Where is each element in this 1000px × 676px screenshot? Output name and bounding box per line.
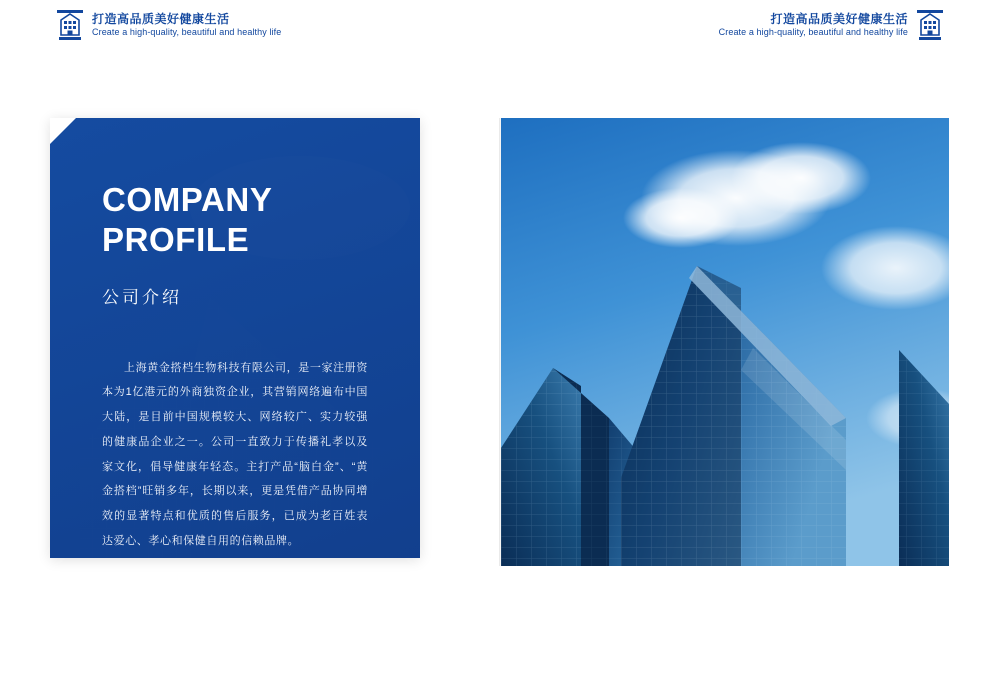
header-tagline-en: Create a high-quality, beautiful and healthy life [92, 26, 282, 37]
header-logo-right [719, 8, 945, 42]
building-logo-icon [915, 8, 945, 42]
company-profile-card [50, 118, 420, 558]
header-logo-left [55, 8, 281, 42]
card-content [50, 118, 420, 558]
page-fold [499, 118, 501, 566]
header-tagline-en: Create a high-quality, beautiful and healthy life [718, 26, 908, 37]
building-logo-icon [55, 8, 85, 42]
header-logo-left-text [92, 12, 281, 38]
page-subtitle-cn: 公司介绍 [102, 287, 182, 307]
page-header [0, 0, 1000, 56]
company-profile-body: 上海黄金搭档生物科技有限公司，是一家注册资本为1亿港元的外商独资企业，其营销网络遍布中国大陆，是目前中国规模较大、网络较广、实力较强的健康品企业之一。公司一直致力于传播礼孝以及家文化，倡导健康年轻态。主打产品“脑白金”、“黄金搭档”旺销多年，长期以来，更是凭借产品协同增效的显著特点和优质的售后服务，已成为老百姓表达爱心、孝心和保健自用的信赖品牌。 [102, 361, 368, 547]
spread-body [0, 118, 1000, 566]
header-tagline-cn: 打造高品质美好健康生活 [92, 11, 230, 26]
page-title [102, 180, 368, 261]
skyscraper-photo [501, 118, 949, 566]
header-logo-right-text [719, 12, 908, 38]
page-title-line2: PROFILE [102, 221, 250, 259]
page-title-line1: COMPANY [102, 181, 273, 218]
header-tagline-cn: 打造高品质美好健康生活 [770, 11, 908, 26]
